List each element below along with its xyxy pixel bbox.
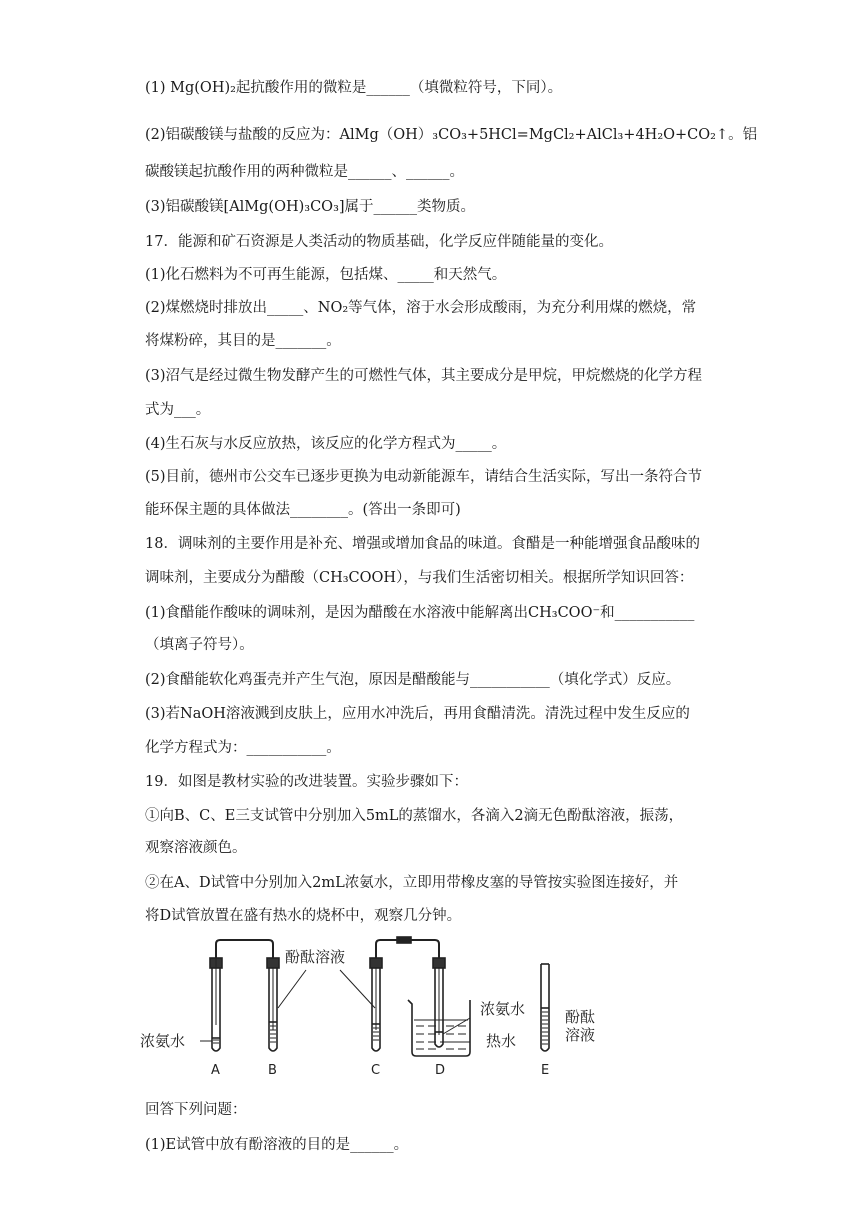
tube-label-a: A bbox=[211, 1063, 220, 1078]
q19-step1-b: 观察溶液颜色。 bbox=[145, 840, 247, 856]
label-phenolphthalein-top: 酚酞溶液 bbox=[285, 948, 346, 966]
q18-stem-b: 调味剂，主要成分为醋酸（CH₃COOH），与我们生活密切相关。根据所学知识回答： bbox=[145, 570, 694, 586]
label-hot-water: 热水 bbox=[486, 1032, 517, 1050]
q19-step2-b: 将D试管放置在盛有热水的烧杯中，观察几分钟。 bbox=[145, 908, 462, 924]
q19-stem: 19．如图是教材实验的改进装置。实验步骤如下： bbox=[145, 774, 468, 790]
q18-part1-b: （填离子符号）。 bbox=[145, 637, 254, 653]
tube-label-d: D bbox=[435, 1063, 446, 1078]
q17-part1: (1)化石燃料为不可再生能源，包括煤、_____和天然气。 bbox=[145, 267, 507, 283]
q17-part3-a: (3)沼气是经过微生物发酵产生的可燃性气体，其主要成分是甲烷，甲烷燃烧的化学方程 bbox=[145, 368, 703, 384]
q18-part3-b: 化学方程式为：___________。 bbox=[145, 740, 341, 756]
q16-part2-reaction: (2)铝碳酸镁与盐酸的反应为：AlMg（OH）₃CO₃+5HCl=MgCl₂+AlCl₃+4H₂O+CO₂↑。铝 bbox=[145, 127, 758, 143]
label-phenolphthalein-e-2: 溶液 bbox=[565, 1026, 596, 1044]
q19-step1-a: ①向B、C、E三支试管中分别加入5mL的蒸馏水，各滴入2滴无色酚酞溶液，振荡， bbox=[145, 808, 684, 824]
q17-part2-b: 将煤粉碎，其目的是_______。 bbox=[145, 333, 341, 349]
tube-label-b: B bbox=[268, 1063, 277, 1078]
label-ammonia-left: 浓氨水 bbox=[140, 1032, 186, 1050]
answer-prompt: 回答下列问题： bbox=[145, 1102, 247, 1118]
label-ammonia-right: 浓氨水 bbox=[480, 1000, 526, 1018]
tube-label-c: C bbox=[371, 1063, 381, 1078]
q18-part1-a: (1)食醋能作酸味的调味剂，是因为醋酸在水溶液中能解离出CH₃COO⁻和___________ bbox=[145, 605, 695, 621]
q16-part3: (3)铝碳酸镁[AlMg(OH)₃CO₃]属于______类物质。 bbox=[145, 199, 476, 215]
q17-part5-a: (5)目前，德州市公交车已逐步更换为电动新能源车，请结合生活实际，写出一条符合节 bbox=[145, 469, 703, 485]
q17-stem: 17．能源和矿石资源是人类活动的物质基础，化学反应伴随能量的变化。 bbox=[145, 234, 613, 250]
q17-part5-b: 能环保主题的具体做法________。(答出一条即可) bbox=[145, 502, 461, 518]
q19-part1: (1)E试管中放有酚溶液的目的是______。 bbox=[145, 1137, 409, 1153]
q17-part2-a: (2)煤燃烧时排放出_____、NO₂等气体，溶于水会形成酸雨，为充分利用煤的燃烧，常 bbox=[145, 300, 697, 316]
tube-e bbox=[541, 964, 549, 1051]
label-phenolphthalein-e-1: 酚酞 bbox=[565, 1008, 596, 1026]
q17-part3-b: 式为___。 bbox=[145, 402, 211, 418]
tube-label-e: E bbox=[541, 1063, 550, 1078]
q19-step2-a: ②在A、D试管中分别加入2mL浓氨水，立即用带橡皮塞的导管按实验图连接好，并 bbox=[145, 875, 679, 891]
q18-stem-a: 18．调味剂的主要作用是补充、增强或增加食品的味道。食醋是一种能增强食品酸味的 bbox=[145, 536, 700, 552]
q18-part3-a: (3)若NaOH溶液溅到皮肤上，应用水冲洗后，再用食醋清洗。清洗过程中发生反应的 bbox=[145, 706, 690, 722]
q18-part2: (2)食醋能软化鸡蛋壳并产生气泡，原因是醋酸能与___________（填化学式）反应。 bbox=[145, 672, 681, 688]
experiment-apparatus-figure bbox=[140, 930, 610, 1080]
q17-part4: (4)生石灰与水反应放热，该反应的化学方程式为_____。 bbox=[145, 436, 507, 452]
q16-part2-question: 碳酸镁起抗酸作用的两种微粒是______、______。 bbox=[145, 164, 464, 180]
q16-part1: (1) Mg(OH)₂起抗酸作用的微粒是______（填微粒符号，下同）。 bbox=[145, 80, 563, 96]
